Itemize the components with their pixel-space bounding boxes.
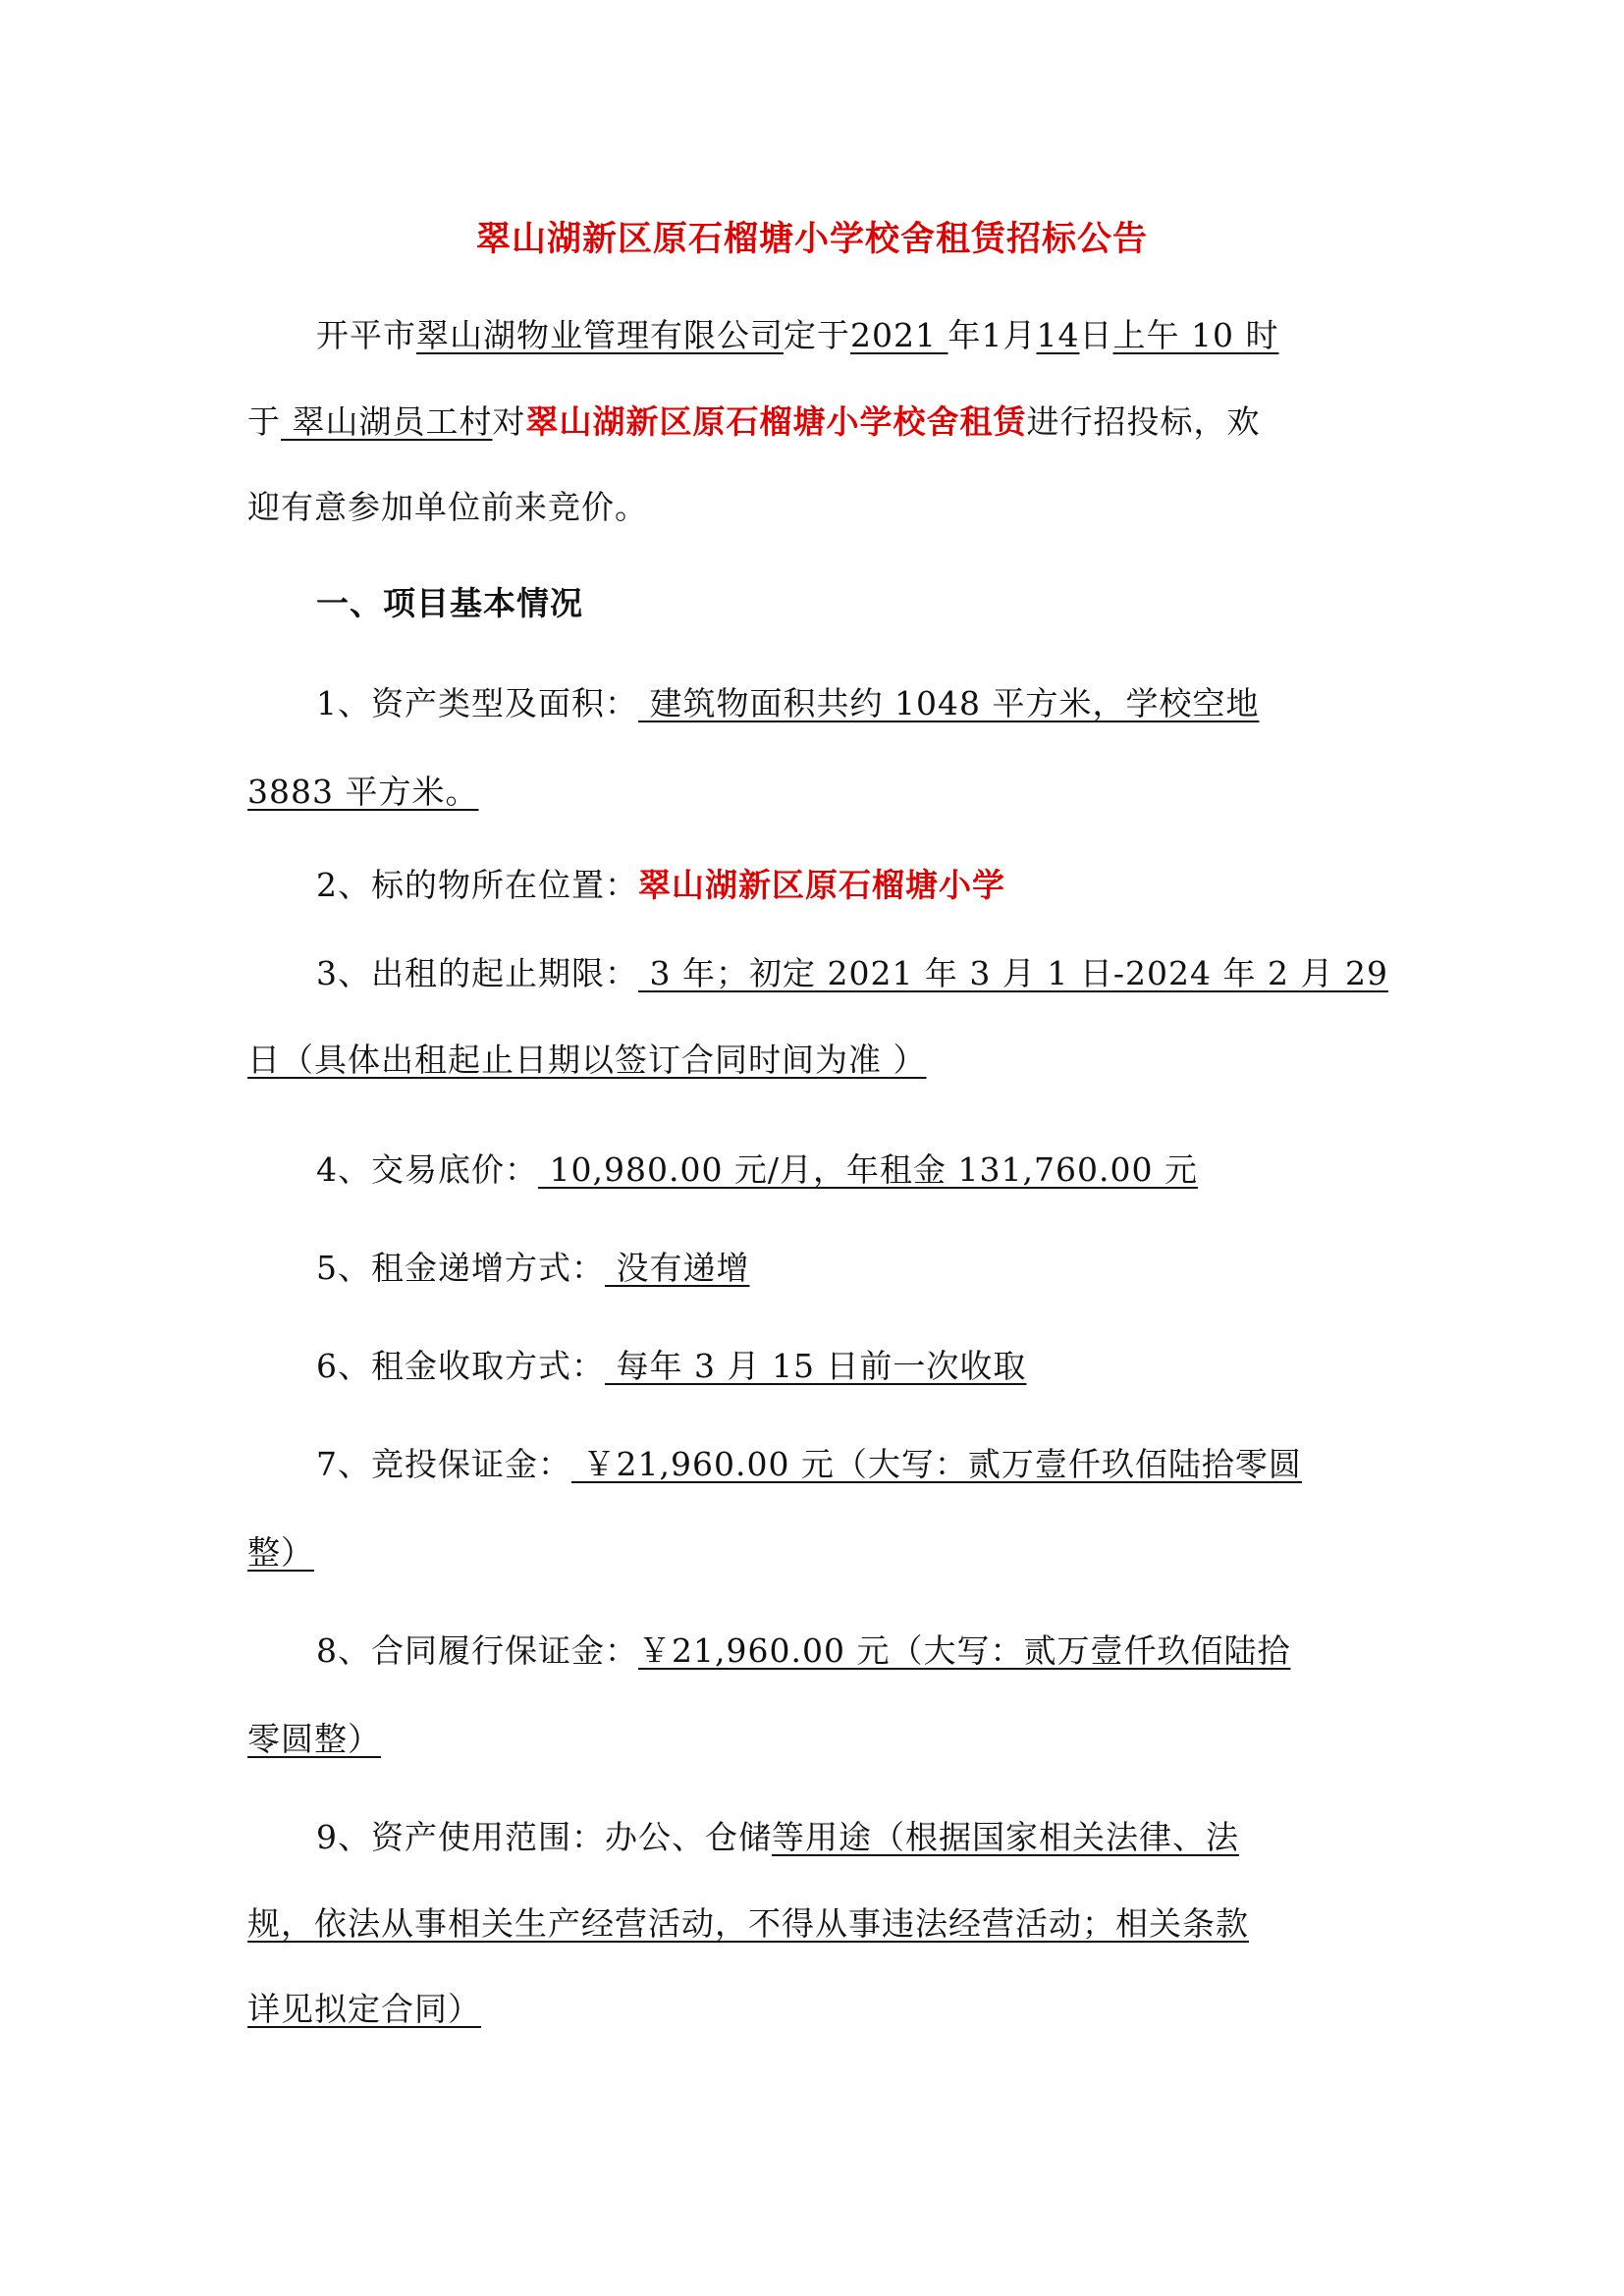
- item-label: 5、租金递增方式：: [316, 1249, 605, 1287]
- intro-line-3: 迎有意参加单位前来竞价。: [247, 488, 648, 526]
- project-name: 翠山湖新区原石榴塘小学校舍租赁: [525, 402, 1027, 441]
- item-label: 8、合同履行保证金：: [316, 1631, 638, 1670]
- item-value: 每年 3 月 15 日前一次收取: [605, 1347, 1027, 1385]
- company-name: 翠山湖物业管理有限公司: [416, 316, 784, 354]
- intro-text: 进行招投标，欢: [1026, 402, 1261, 441]
- item-value: 整）: [247, 1533, 314, 1572]
- item-value-plain: 办公、仓储: [605, 1818, 772, 1856]
- item-value: 日（具体出租起止日期以签订合同时间为准 ）: [247, 1041, 927, 1079]
- intro-line-1: [316, 316, 1278, 355]
- bid-time: 上午 10 时: [1112, 316, 1279, 354]
- item-8-cont: [247, 1720, 381, 1759]
- bid-year: 2021: [850, 316, 948, 354]
- item-label: 6、租金收取方式：: [316, 1347, 605, 1385]
- item-9: [316, 1818, 1239, 1857]
- item-value: ￥21,960.00 元（大写：贰万壹仟玖佰陆拾零圆: [571, 1445, 1302, 1483]
- item-value-location: 翠山湖新区原石榴塘小学: [638, 866, 1005, 904]
- item-label: 7、竞投保证金：: [316, 1445, 571, 1483]
- item-label: 1、资产类型及面积：: [316, 684, 638, 722]
- item-label: 9、资产使用范围：: [316, 1818, 605, 1856]
- item-value: 详见拟定合同）: [247, 1990, 481, 2028]
- item-7-cont: [247, 1533, 314, 1573]
- item-7: [316, 1445, 1302, 1484]
- item-1-cont: [247, 773, 478, 812]
- intro-line-2: [247, 402, 1261, 442]
- bid-day: 14: [1036, 316, 1080, 354]
- item-4: [316, 1150, 1198, 1190]
- bid-place: 翠山湖员工村: [281, 402, 493, 441]
- item-label: 3、出租的起止期限：: [316, 954, 638, 992]
- item-9-cont-2: [247, 1990, 481, 2029]
- item-value: 10,980.00 元/月，年租金 131,760.00 元: [538, 1150, 1198, 1189]
- item-value: 3883 平方米。: [247, 773, 479, 811]
- item-value: 等用途（根据国家相关法律、法: [772, 1818, 1239, 1856]
- intro-text: 于: [247, 402, 281, 441]
- item-label: 2、标的物所在位置：: [316, 866, 638, 904]
- item-9-cont-1: [247, 1904, 1249, 1944]
- item-2: [316, 866, 1005, 905]
- item-value: 3 年；初定 2021 年 3 月 1 日-2024 年 2 月 29: [638, 954, 1388, 992]
- item-value: 零圆整）: [247, 1720, 381, 1758]
- item-3: [316, 954, 1388, 993]
- item-label: 4、交易底价：: [316, 1150, 538, 1189]
- item-6: [316, 1347, 1026, 1386]
- intro-text: 定于: [784, 316, 850, 354]
- item-3-cont: [247, 1041, 927, 1080]
- item-value: 没有递增: [605, 1249, 750, 1287]
- item-1: [316, 684, 1259, 723]
- document-title: 翠山湖新区原石榴塘小学校舍租赁招标公告: [475, 220, 1148, 259]
- intro-text: 日: [1079, 316, 1113, 354]
- item-value: ￥21,960.00 元（大写：贰万壹仟玖佰陆拾: [638, 1631, 1291, 1670]
- item-value: 规，依法从事相关生产经营活动，不得从事违法经营活动；相关条款: [247, 1904, 1249, 1943]
- intro-text: 年1月: [947, 316, 1037, 354]
- section-heading: 一、项目基本情况: [316, 584, 583, 622]
- item-8: [316, 1631, 1290, 1671]
- item-5: [316, 1249, 750, 1288]
- item-value: 建筑物面积共约 1048 平方米，学校空地: [638, 684, 1260, 722]
- intro-text: 对: [492, 402, 526, 441]
- intro-text: 开平市: [316, 316, 416, 354]
